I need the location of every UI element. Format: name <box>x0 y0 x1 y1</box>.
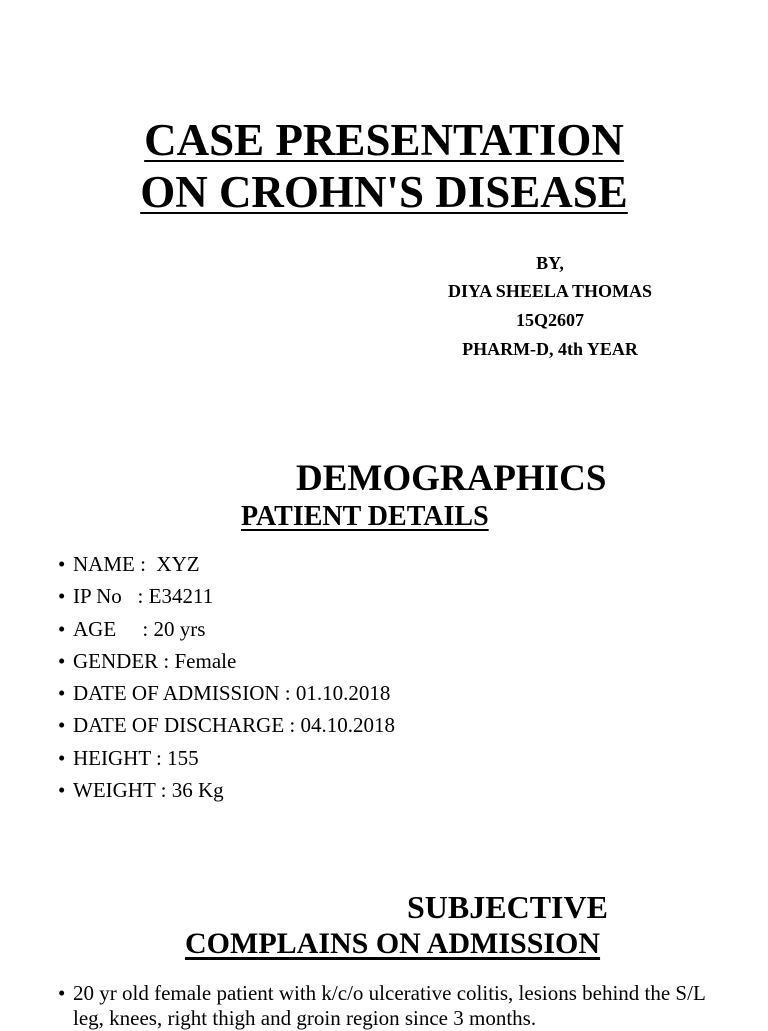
bullet-icon: • <box>58 745 66 770</box>
bullet-icon: • <box>58 778 66 803</box>
patient-details-list <box>58 548 395 806</box>
list-item-weight: • WEIGHT : 36 Kg <box>58 774 395 806</box>
list-item-age: • AGE : 20 yrs <box>58 613 395 645</box>
list-item-name: • NAME : XYZ <box>58 548 395 580</box>
title-line-1: CASE PRESENTATION <box>144 115 624 165</box>
bullet-icon: • <box>58 648 66 673</box>
list-item-discharge-date: • DATE OF DISCHARGE : 04.10.2018 <box>58 709 395 741</box>
list-item-ip-no: • IP No : E34211 <box>58 580 395 612</box>
author-course: PHARM-D, 4th YEAR <box>462 339 638 359</box>
list-item-height: • HEIGHT : 155 <box>58 742 395 774</box>
bullet-icon: • <box>58 981 66 1005</box>
subjective-heading: SUBJECTIVE <box>407 889 608 925</box>
byline-by: BY, <box>536 253 564 273</box>
list-item-gender: • GENDER : Female <box>58 645 395 677</box>
list-item-admission-date: • DATE OF ADMISSION : 01.10.2018 <box>58 677 395 709</box>
bullet-icon: • <box>58 713 66 738</box>
author-id: 15Q2607 <box>515 310 584 330</box>
title-line-2: ON CROHN'S DISEASE <box>140 167 628 217</box>
demographics-heading: DEMOGRAPHICS <box>296 458 607 499</box>
bullet-icon: • <box>58 584 66 609</box>
bullet-icon: • <box>58 681 66 706</box>
complaint-list-item: • 20 yr old female patient with k/c/o ulcerative colitis, lesions behind the S/L leg, knees, right thigh and groin region since 3 months. <box>58 981 705 1030</box>
bullet-icon: • <box>58 616 66 641</box>
author-name: DIYA SHEELA THOMAS <box>447 281 653 301</box>
patient-details-heading: PATIENT DETAILS <box>241 501 489 532</box>
complains-heading: COMPLAINS ON ADMISSION <box>185 927 601 960</box>
bullet-icon: • <box>58 552 66 576</box>
